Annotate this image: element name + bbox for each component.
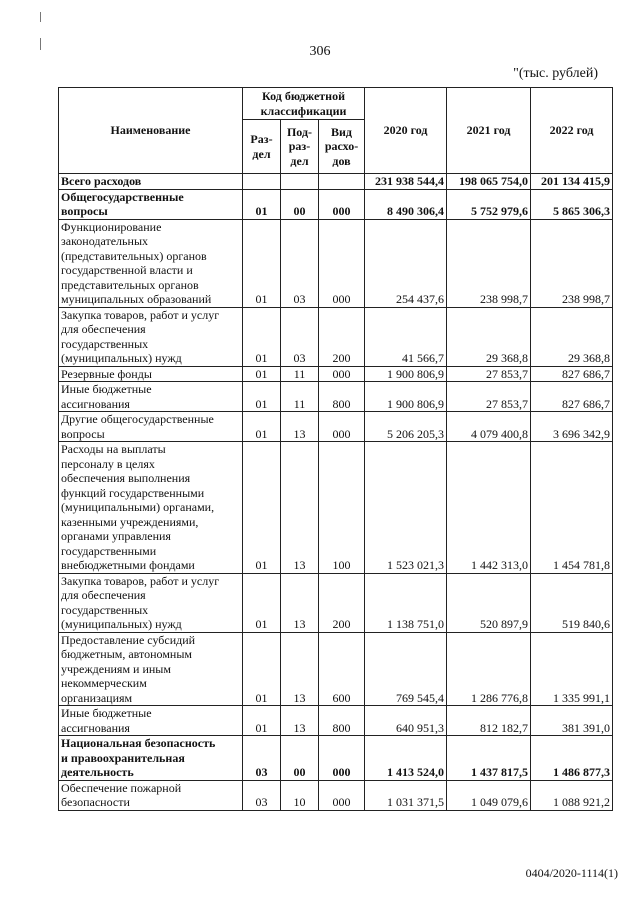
cell-name: Иные бюджетные ассигнования [59,382,243,412]
cell-2021: 4 079 400,8 [447,412,531,442]
cell-razdel: 01 [243,442,281,574]
cell-2022: 1 454 781,8 [531,442,613,574]
cell-name: Закупка товаров, работ и услуг для обеспечения государственных (муниципальных) нужд [59,307,243,366]
page-number: 306 [309,44,331,59]
cell-podrazdel: 11 [281,382,319,412]
cell-name: Резервные фонды [59,366,243,382]
cell-2022: 201 134 415,9 [531,174,613,190]
cell-name: Национальная безопасность и правоохранительная деятельность [59,736,243,781]
cell-razdel: 01 [243,706,281,736]
cell-razdel: 01 [243,307,281,366]
scan-edge-mark [40,12,41,22]
cell-2022: 519 840,6 [531,573,613,632]
table-row [59,632,613,706]
cell-podrazdel: 13 [281,706,319,736]
table-row [59,382,613,412]
cell-2020: 640 951,3 [365,706,447,736]
cell-name: Другие общегосударственные вопросы [59,412,243,442]
cell-razdel [243,174,281,190]
cell-2020: 5 206 205,3 [365,412,447,442]
cell-2020: 769 545,4 [365,632,447,706]
table-row [59,442,613,574]
table-row [59,219,613,307]
cell-2022: 5 865 306,3 [531,189,613,219]
cell-vid: 800 [319,382,365,412]
table-row [59,412,613,442]
cell-2021: 1 286 776,8 [447,632,531,706]
cell-2020: 1 900 806,9 [365,382,447,412]
document-code: 0404/2020-1114(1) [525,866,618,880]
cell-name: Общегосударственные вопросы [59,189,243,219]
cell-2021: 1 049 079,6 [447,780,531,810]
cell-vid: 800 [319,706,365,736]
header-2022: 2022 год [531,88,613,174]
table-row [59,780,613,810]
cell-vid: 000 [319,736,365,781]
cell-2022: 1 335 991,1 [531,632,613,706]
cell-2022: 827 686,7 [531,366,613,382]
cell-name: Функционирование законодательных (представительных) органов государственной власти и представительных органов муниципальных образований [59,219,243,307]
table-row [59,573,613,632]
header-name: Наименование [59,88,243,174]
cell-2020: 41 566,7 [365,307,447,366]
cell-vid [319,174,365,190]
table-row [59,307,613,366]
header-2021: 2021 год [447,88,531,174]
cell-2022: 381 391,0 [531,706,613,736]
cell-vid: 000 [319,412,365,442]
cell-name: Обеспечение пожарной безопасности [59,780,243,810]
unit-note: "(тыс. рублей) [513,66,598,81]
cell-podrazdel: 13 [281,632,319,706]
cell-name: Расходы на выплаты персоналу в целях обеспечения выполнения функций государственными (муниципальными) органами, казенными учреждениями, органами управления государственными внебюджетными фондами [59,442,243,574]
cell-2020: 1 031 371,5 [365,780,447,810]
cell-vid: 000 [319,219,365,307]
cell-vid: 200 [319,573,365,632]
cell-podrazdel: 13 [281,442,319,574]
cell-razdel: 01 [243,412,281,442]
cell-2020: 8 490 306,4 [365,189,447,219]
cell-2021: 198 065 754,0 [447,174,531,190]
cell-2022: 3 696 342,9 [531,412,613,442]
cell-vid: 000 [319,780,365,810]
header-razdel: Раз- дел [243,120,281,174]
cell-2022: 827 686,7 [531,382,613,412]
cell-razdel: 01 [243,366,281,382]
budget-table-body [59,174,613,811]
cell-vid: 600 [319,632,365,706]
table-row [59,189,613,219]
cell-2021: 5 752 979,6 [447,189,531,219]
cell-2020: 231 938 544,4 [365,174,447,190]
cell-podrazdel: 00 [281,189,319,219]
cell-2022: 1 486 877,3 [531,736,613,781]
cell-2020: 254 437,6 [365,219,447,307]
header-code-group: Код бюджетной классификации [243,88,365,120]
table-row [59,706,613,736]
cell-2022: 238 998,7 [531,219,613,307]
cell-2021: 238 998,7 [447,219,531,307]
header-vid: Вид расхо- дов [319,120,365,174]
cell-name: Всего расходов [59,174,243,190]
header-2020: 2020 год [365,88,447,174]
cell-razdel: 01 [243,189,281,219]
cell-2020: 1 413 524,0 [365,736,447,781]
cell-podrazdel: 13 [281,573,319,632]
header-podrazdel: Под- раз- дел [281,120,319,174]
cell-razdel: 01 [243,382,281,412]
budget-table [58,87,613,811]
cell-2021: 1 437 817,5 [447,736,531,781]
cell-2020: 1 523 021,3 [365,442,447,574]
cell-podrazdel: 10 [281,780,319,810]
cell-podrazdel: 13 [281,412,319,442]
cell-podrazdel [281,174,319,190]
cell-podrazdel: 11 [281,366,319,382]
cell-2021: 27 853,7 [447,382,531,412]
cell-name: Иные бюджетные ассигнования [59,706,243,736]
cell-vid: 000 [319,189,365,219]
cell-razdel: 03 [243,780,281,810]
cell-podrazdel: 03 [281,307,319,366]
cell-podrazdel: 00 [281,736,319,781]
cell-2022: 1 088 921,2 [531,780,613,810]
cell-vid: 200 [319,307,365,366]
cell-vid: 100 [319,442,365,574]
table-row [59,174,613,190]
cell-2020: 1 900 806,9 [365,366,447,382]
cell-podrazdel: 03 [281,219,319,307]
cell-name: Закупка товаров, работ и услуг для обеспечения государственных (муниципальных) нужд [59,573,243,632]
cell-razdel: 01 [243,632,281,706]
cell-name: Предоставление субсидий бюджетным, автономным учреждениям и иным некоммерческим организациям [59,632,243,706]
cell-2021: 812 182,7 [447,706,531,736]
cell-2021: 27 853,7 [447,366,531,382]
cell-2021: 29 368,8 [447,307,531,366]
cell-2020: 1 138 751,0 [365,573,447,632]
cell-razdel: 01 [243,573,281,632]
table-row [59,736,613,781]
cell-2021: 1 442 313,0 [447,442,531,574]
cell-vid: 000 [319,366,365,382]
table-row [59,366,613,382]
cell-razdel: 01 [243,219,281,307]
cell-razdel: 03 [243,736,281,781]
cell-2022: 29 368,8 [531,307,613,366]
cell-2021: 520 897,9 [447,573,531,632]
